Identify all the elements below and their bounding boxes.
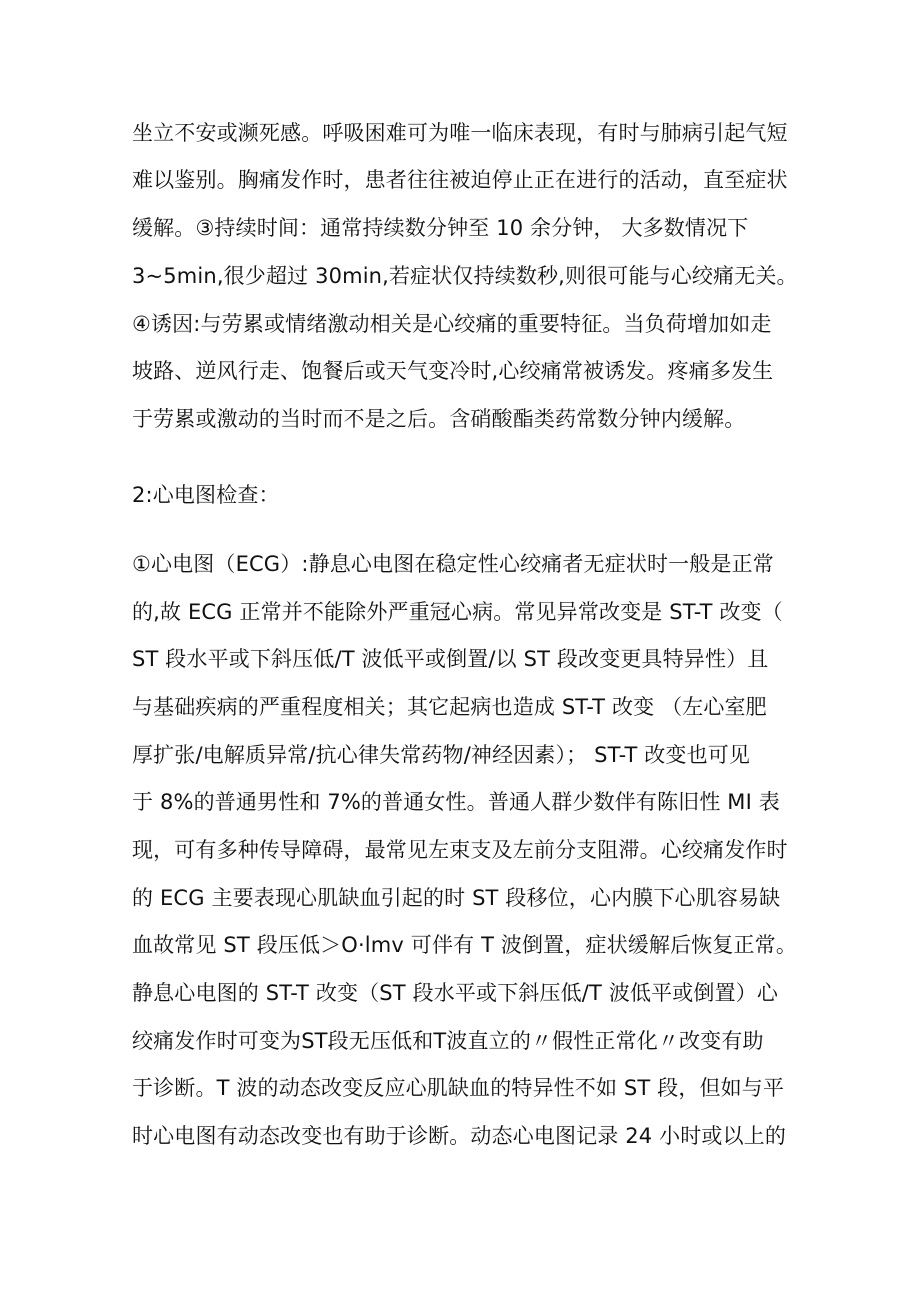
text-line: 血故常见 ST 段压低＞O·lmv 可伴有 T 波倒置，症状缓解后恢复正常。 <box>132 933 797 957</box>
text-line: 与基础疾病的严重程度相关；其它起病也造成 ST-T 改变 （左心室肥 <box>132 695 767 719</box>
text-line: 坡路、逆风行走、饱餐后或天气变冷时,心绞痛常被诱发。疼痛多发生 <box>132 359 774 383</box>
text-line: ST 段水平或下斜压低/T 波低平或倒置/以 ST 段改变更具特异性）且 <box>132 647 769 671</box>
text-line: 的,故 ECG 正常并不能除外严重冠心病。常见异常改变是 ST-T 改变（ <box>132 600 783 624</box>
text-line: 静息心电图的 ST-T 改变（ST 段水平或下斜压低/T 波低平或倒置）心 <box>132 981 779 1005</box>
text-line: 绞痛发作时可变为ST段无压低和T波直立的〃假性正常化〃改变有助 <box>132 1029 764 1053</box>
text-line: 缓解。③持续时间：通常持续数分钟至 10 余分钟， 大多数情况下 <box>132 216 749 240</box>
text-line: ④诱因:与劳累或情绪激动相关是心绞痛的重要特征。当负荷增加如走 <box>132 312 772 336</box>
text-line: 于诊断。T 波的动态改变反应心肌缺血的特异性不如 ST 段，但如与平 <box>132 1076 785 1100</box>
text-line: 3~5min,很少超过 30min,若症状仅持续数秒,则很可能与心绞痛无关。 <box>132 264 798 288</box>
text-line: 坐立不安或濒死感。呼吸困难可为唯一临床表现，有时与肺病引起气短 <box>132 121 788 145</box>
text-line: 于劳累或激动的当时而不是之后。含硝酸酯类药常数分钟内缓解。 <box>132 407 746 431</box>
text-line: 现，可有多种传导障碍，最常见左束支及左前分支阻滞。心绞痛发作时 <box>132 838 788 862</box>
section-heading: 2:心电图检查： <box>132 483 280 507</box>
text-line: ①心电图（ECG）:静息心电图在稳定性心绞痛者无症状时一般是正常 <box>132 552 774 576</box>
text-line: 厚扩张/电解质异常/抗心律失常药物/神经因素）； ST-T 改变也可见 <box>132 743 751 767</box>
text-line: 的 ECG 主要表现心肌缺血引起的时 ST 段移位，心内膜下心肌容易缺 <box>132 886 781 910</box>
text-line: 于 8%的普通男性和 7%的普通女性。普通人群少数伴有陈旧性 MI 表 <box>132 790 780 814</box>
text-line: 时心电图有动态改变也有助于诊断。动态心电图记录 24 小时或以上的 <box>132 1124 787 1148</box>
text-line: 难以鉴别。胸痛发作时，患者往往被迫停止正在进行的活动，直至症状 <box>132 168 788 192</box>
